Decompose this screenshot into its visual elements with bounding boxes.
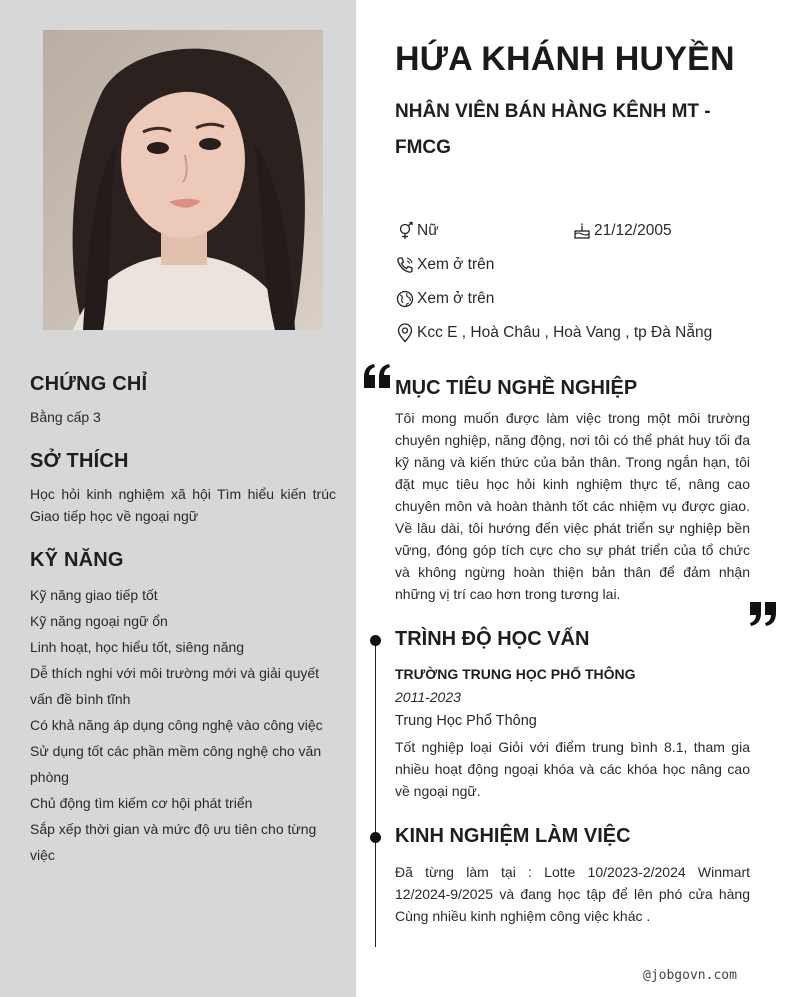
location-pin-icon [395,323,415,343]
skill-item: Chủ động tìm kiếm cơ hội phát triển [30,795,253,811]
gender-text: Nữ [417,222,439,239]
experience-title: KINH NGHIỆM LÀM VIỆC [395,825,631,847]
experience-text: Đã từng làm tại : Lotte 10/2023-2/2024 Winmart 12/2024-9/2025 và đang học tập để lên phó cửa hàng Cùng nhiều kinh nghiệm công việc khác . [395,864,750,924]
candidate-name: HỨA KHÁNH HUYỀN [395,40,735,78]
phone-text: Xem ở trên [417,256,495,273]
gender-info [395,221,439,241]
certificates-section [30,373,336,428]
skills-title: KỸ NĂNG [30,549,124,571]
globe-icon [395,289,415,309]
education-years: 2011-2023 [395,689,461,705]
website-info [395,289,494,309]
certificates-text: Bằng cấp 3 [30,409,101,425]
sidebar [0,0,356,997]
skill-item: Dễ thích nghi với môi trường mới và giải quyết vấn đề bình tĩnh [30,665,320,707]
skills-section [30,549,336,868]
birthday-info [572,221,672,241]
open-quote-icon [362,362,392,390]
profile-photo [43,30,323,330]
close-quote-icon [748,600,778,628]
gender-icon [395,221,415,241]
skills-list [30,582,336,868]
birthday-text: 21/12/2005 [594,222,672,239]
main-content [356,0,790,997]
address-text: Kcc E , Hoà Châu , Hoà Vang , tp Đà Nẵng [417,324,713,341]
cake-icon [572,221,592,241]
portrait-photo-icon [43,30,323,330]
phone-icon [395,255,415,275]
address-info [395,323,712,343]
timeline-line [375,636,376,947]
education-title: TRÌNH ĐỘ HỌC VẤN [395,628,590,650]
objective-title: MỤC TIÊU NGHỀ NGHIỆP [395,377,638,399]
certificates-title: CHỨNG CHỈ [30,373,148,395]
website-text: Xem ở trên [417,290,495,307]
education-description: Tốt nghiệp loại Giỏi với điểm trung bình 8.1, tham gia nhiều hoạt động ngoại khóa và các khóa học nâng cao về ngoại ngữ. [395,739,750,799]
school-name: TRƯỜNG TRUNG HỌC PHỔ THÔNG [395,666,636,682]
timeline-dot [370,635,381,646]
hobbies-section [30,450,336,527]
skill-item: Sử dụng tốt các phần mềm công nghệ cho văn phòng [30,743,322,785]
skill-item: Kỹ năng giao tiếp tốt [30,587,158,603]
job-title: NHÂN VIÊN BÁN HÀNG KÊNH MT - FMCG [395,101,711,158]
objective-text: Tôi mong muốn được làm việc trong một môi trường chuyên nghiệp, năng động, nơi tôi có thể phát huy tối đa kỹ năng và kiến thức của bản thân. Trong ngắn hạn, tôi đặt mục tiêu học hỏi kinh nghiệm thực tế, nâng cao chuyên môn và hoàn thành tốt các nhiệm vụ được giao. Về lâu dài, tôi hướng đến việc phát triển sự nghiệp bền vững, đóng góp tích cực cho sự phát triển của tổ chức và không ngừng hoàn thiện bản thân để đảm nhận những vị trí cao hơn trong tương lai. [395,410,750,602]
education-degree: Trung Học Phổ Thông [395,713,537,729]
watermark: @jobgovn.com [643,968,737,983]
skill-item: Kỹ năng ngoại ngữ ổn [30,613,168,629]
phone-info [395,255,494,275]
hobbies-title: SỞ THÍCH [30,450,129,472]
skill-item: Sắp xếp thời gian và mức độ ưu tiên cho từng việc [30,821,317,863]
hobbies-text: Học hỏi kinh nghiệm xã hội Tìm hiểu kiến trúc Giao tiếp học về ngoại ngữ [30,486,336,524]
skill-item: Có khả năng áp dụng công nghệ vào công việc [30,717,323,733]
skill-item: Linh hoạt, học hiểu tốt, siêng năng [30,639,245,655]
timeline-dot [370,832,381,843]
